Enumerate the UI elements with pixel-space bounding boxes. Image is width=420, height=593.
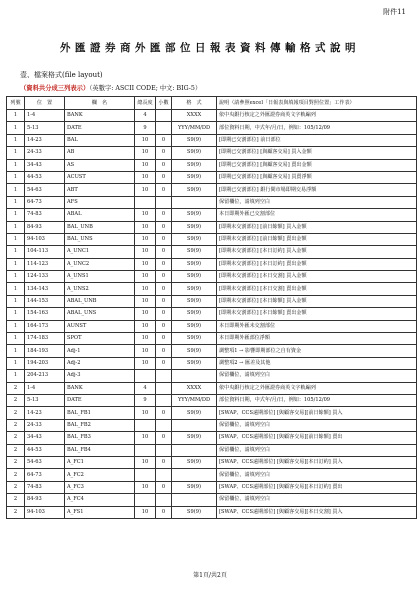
table-cell: 34-43	[25, 159, 65, 171]
col-position: 位 置	[25, 97, 65, 110]
table-cell: BAL_FB4	[65, 444, 135, 456]
table-cell: 94-103	[25, 506, 65, 518]
table-row	[7, 295, 417, 307]
table-cell: S9(9)	[172, 481, 217, 493]
table-cell: [即期未交割部位] [本日餘額] 賣出金額	[217, 308, 417, 320]
table-cell: 0	[156, 456, 172, 468]
table-cell: 0	[156, 357, 172, 369]
table-cell: [SWAP、CCS遠期部位] [與顧客交易][本日訂約] 買入	[217, 456, 417, 468]
table-cell: 依中央銀行核定之外匯證券商英文字軌編列	[217, 382, 417, 394]
table-cell: S9(9)	[172, 333, 217, 345]
table-cell: YYY/MM/DD	[172, 394, 217, 406]
table-cell: 114-123	[25, 258, 65, 270]
table-cell	[156, 196, 172, 208]
table-cell: [即期已交割部位] [與顧客交易] 買入金額	[217, 147, 417, 159]
table-cell: 調整項1 → 影響即期部位之自有資金	[217, 345, 417, 357]
table-cell	[156, 444, 172, 456]
col-row-no: 列號	[7, 97, 25, 110]
table-cell: S9(9)	[172, 171, 217, 183]
table-row	[7, 382, 417, 394]
table-row	[7, 333, 417, 345]
table-row	[7, 233, 417, 245]
table-cell: 0	[156, 184, 172, 196]
table-cell: 本日即期外匯已交割部位	[217, 209, 417, 221]
table-cell: 1-4	[25, 382, 65, 394]
table-cell: A_FS1	[65, 506, 135, 518]
table-row	[7, 271, 417, 283]
table-cell	[135, 419, 156, 431]
table-cell: 194-203	[25, 357, 65, 369]
col-description: 說明（請參照excel「日報表與填報項目對照位置」工作表）	[217, 97, 417, 110]
table-cell: 2	[7, 456, 25, 468]
table-cell: BANK	[65, 110, 135, 122]
table-cell: 34-43	[25, 432, 65, 444]
table-cell: 204-213	[25, 370, 65, 382]
table-cell: 1	[7, 258, 25, 270]
table-row	[7, 320, 417, 332]
table-row	[7, 456, 417, 468]
table-cell: BAL_UNS	[65, 233, 135, 245]
table-cell: 0	[156, 345, 172, 357]
table-row	[7, 209, 417, 221]
table-cell	[135, 444, 156, 456]
table-cell: 保留欄位，請填列空白	[217, 494, 417, 506]
table-cell: AS	[65, 159, 135, 171]
table-cell: A_UNS1	[65, 271, 135, 283]
table-row	[7, 432, 417, 444]
table-row	[7, 506, 417, 518]
table-cell: [SWAP、CCS遠期部位] [與顧客交易][前日餘額] 賣出	[217, 432, 417, 444]
table-row	[7, 407, 417, 419]
table-cell: 1-4	[25, 110, 65, 122]
table-cell: 1	[7, 196, 25, 208]
table-row	[7, 283, 417, 295]
table-cell: 0	[156, 407, 172, 419]
table-row	[7, 469, 417, 481]
table-cell: S9(9)	[172, 271, 217, 283]
table-cell: 84-93	[25, 494, 65, 506]
table-cell: 10	[135, 295, 156, 307]
table-cell	[172, 469, 217, 481]
table-cell: 2	[7, 407, 25, 419]
table-cell: S9(9)	[172, 295, 217, 307]
table-cell	[135, 370, 156, 382]
table-cell: [SWAP、CCS遠期部位] [與顧客交易][前日餘額] 買入	[217, 407, 417, 419]
table-cell: 2	[7, 481, 25, 493]
table-cell: 0	[156, 221, 172, 233]
table-cell: 1	[7, 295, 25, 307]
table-cell: 154-163	[25, 308, 65, 320]
table-cell: 0	[156, 258, 172, 270]
table-cell: ABAL_UNB	[65, 295, 135, 307]
table-cell: 1	[7, 233, 25, 245]
table-cell	[156, 419, 172, 431]
table-row	[7, 357, 417, 369]
table-cell: S9(9)	[172, 147, 217, 159]
encoding-note	[20, 83, 201, 92]
table-cell: 1	[7, 122, 25, 134]
table-row	[7, 345, 417, 357]
table-cell	[135, 469, 156, 481]
table-cell	[156, 394, 172, 406]
table-cell: 2	[7, 394, 25, 406]
table-cell: 1	[7, 184, 25, 196]
table-cell: S9(9)	[172, 506, 217, 518]
table-cell: [即期已交割部位] [與顧客交易] 賣出金額	[217, 159, 417, 171]
table-cell: 1	[7, 110, 25, 122]
table-row	[7, 370, 417, 382]
table-cell: ABAL	[65, 209, 135, 221]
table-cell: 2	[7, 419, 25, 431]
table-cell: 10	[135, 221, 156, 233]
table-cell: 0	[156, 159, 172, 171]
table-cell: A_UNC2	[65, 258, 135, 270]
table-cell: BAL_FB3	[65, 432, 135, 444]
table-cell: S9(9)	[172, 320, 217, 332]
table-cell: 84-93	[25, 221, 65, 233]
table-cell: 54-63	[25, 184, 65, 196]
table-cell	[156, 382, 172, 394]
table-cell: 10	[135, 233, 156, 245]
table-cell: 0	[156, 209, 172, 221]
table-cell: 1	[7, 333, 25, 345]
table-row	[7, 134, 417, 146]
table-cell: 1	[7, 221, 25, 233]
table-cell: 1	[7, 209, 25, 221]
table-cell: 2	[7, 506, 25, 518]
table-cell: A_UNC1	[65, 246, 135, 258]
table-cell: AB	[65, 147, 135, 159]
table-cell: 10	[135, 159, 156, 171]
table-cell: 0	[156, 333, 172, 345]
table-row	[7, 394, 417, 406]
table-cell: 0	[156, 147, 172, 159]
table-cell: 164-173	[25, 320, 65, 332]
table-cell: 74-83	[25, 209, 65, 221]
table-cell: 10	[135, 432, 156, 444]
table-cell: ABAL_UNS	[65, 308, 135, 320]
col-decimal: 小數	[156, 97, 172, 110]
table-cell: 124-133	[25, 271, 65, 283]
table-cell: S9(9)	[172, 283, 217, 295]
table-cell: 10	[135, 357, 156, 369]
table-cell: [SWAP、CCS遠期部位] [與顧客交易][本日交割] 買入	[217, 506, 417, 518]
table-cell	[156, 122, 172, 134]
table-cell: S9(9)	[172, 184, 217, 196]
table-cell	[172, 444, 217, 456]
table-cell: Adj-2	[65, 357, 135, 369]
table-cell: 1	[7, 159, 25, 171]
table-cell: BAL_FB2	[65, 419, 135, 431]
table-cell: 94-103	[25, 233, 65, 245]
table-cell: 24-33	[25, 147, 65, 159]
table-cell: 10	[135, 407, 156, 419]
table-cell: S9(9)	[172, 407, 217, 419]
section-heading: 壹、檔案格式(file layout)	[20, 71, 103, 79]
table-cell: 保留欄位，請填列空白	[217, 444, 417, 456]
table-cell: 2	[7, 469, 25, 481]
col-field-name: 欄 名	[65, 97, 135, 110]
table-cell: [即期未交割部位] [本日餘額] 買入金額	[217, 295, 417, 307]
table-cell: AUNST	[65, 320, 135, 332]
table-cell: 9	[135, 394, 156, 406]
table-cell: 0	[156, 481, 172, 493]
table-cell: 10	[135, 333, 156, 345]
table-cell: 9	[135, 122, 156, 134]
table-cell: A_FC3	[65, 481, 135, 493]
table-cell: 134-143	[25, 283, 65, 295]
note-encoding: （英數字: ASCII CODE; 中文: BIG-5）	[89, 85, 202, 92]
table-cell: 10	[135, 345, 156, 357]
table-cell: 10	[135, 209, 156, 221]
table-cell: 部位資料日期，中式年/月/日，例如：105/12/09	[217, 394, 417, 406]
table-cell: 44-53	[25, 444, 65, 456]
table-cell: 10	[135, 147, 156, 159]
table-cell: [即期未交割部位] [前日餘額] 買入金額	[217, 221, 417, 233]
table-row	[7, 258, 417, 270]
file-layout-table	[6, 96, 417, 519]
table-cell: 1	[7, 345, 25, 357]
table-cell: 保留欄位，請填列空白	[217, 370, 417, 382]
table-cell: S9(9)	[172, 357, 217, 369]
table-cell: 1	[7, 271, 25, 283]
table-cell: 10	[135, 246, 156, 258]
table-cell: 調整項2 → 匯差及其他	[217, 357, 417, 369]
table-cell: 2	[7, 382, 25, 394]
table-row	[7, 481, 417, 493]
table-cell: XXXX	[172, 110, 217, 122]
table-cell: [SWAP、CCS遠期部位] [與顧客交易][本日訂約] 賣出	[217, 481, 417, 493]
table-cell: 0	[156, 283, 172, 295]
table-cell: S9(9)	[172, 159, 217, 171]
table-cell: 10	[135, 134, 156, 146]
table-cell: A_FC4	[65, 494, 135, 506]
table-cell: 10	[135, 320, 156, 332]
table-cell: 本日即期外匯未交割部位	[217, 320, 417, 332]
table-cell: 1	[7, 320, 25, 332]
table-cell: SPOT	[65, 333, 135, 345]
table-cell: YYY/MM/DD	[172, 122, 217, 134]
table-cell: 14-23	[25, 134, 65, 146]
table-cell: 保留欄位，請填列空白	[217, 419, 417, 431]
annex-label: 附件11	[383, 8, 406, 16]
table-row	[7, 147, 417, 159]
table-cell: ACUST	[65, 171, 135, 183]
table-cell: S9(9)	[172, 308, 217, 320]
table-cell: 174-183	[25, 333, 65, 345]
table-cell	[135, 494, 156, 506]
table-cell: 10	[135, 258, 156, 270]
table-cell: 0	[156, 506, 172, 518]
table-cell: BAL_UNB	[65, 221, 135, 233]
table-cell: 0	[156, 233, 172, 245]
table-cell: 1	[7, 357, 25, 369]
table-cell: 0	[156, 320, 172, 332]
table-cell: 0	[156, 432, 172, 444]
table-cell: Adj-3	[65, 370, 135, 382]
table-cell: 保留欄位，請填列空白	[217, 196, 417, 208]
table-body	[7, 110, 417, 519]
table-cell: DATE	[65, 122, 135, 134]
table-cell: 1	[7, 246, 25, 258]
table-cell: [即期未交割部位] [本日交割] 買入金額	[217, 271, 417, 283]
table-row	[7, 308, 417, 320]
col-format: 格 式	[172, 97, 217, 110]
table-cell: XXXX	[172, 382, 217, 394]
table-cell: 4	[135, 110, 156, 122]
table-cell	[156, 370, 172, 382]
table-cell: [即期已交割部位] 前日部位	[217, 134, 417, 146]
table-cell: 1	[7, 308, 25, 320]
page-title: 外匯證券商外匯部位日報表資料傳輸格式說明	[60, 42, 360, 54]
table-cell: [即期未交割部位] [本日訂約] 買入金額	[217, 246, 417, 258]
table-cell	[172, 494, 217, 506]
table-cell: 10	[135, 456, 156, 468]
table-cell: S9(9)	[172, 432, 217, 444]
table-row	[7, 246, 417, 258]
table-cell: 54-63	[25, 456, 65, 468]
table-cell: 1	[7, 283, 25, 295]
table-cell: 64-73	[25, 469, 65, 481]
table-cell: 0	[156, 295, 172, 307]
table-row	[7, 122, 417, 134]
table-cell: A_FC1	[65, 456, 135, 468]
table-cell: [即期未交割部位] [前日餘額] 賣出金額	[217, 233, 417, 245]
table-cell: Adj-1	[65, 345, 135, 357]
table-cell: S9(9)	[172, 221, 217, 233]
table-cell: [即期已交割部位] [與顧客交易] 買賣淨額	[217, 171, 417, 183]
page-footer: 第1頁/共2頁	[193, 572, 227, 579]
table-cell: 184-193	[25, 345, 65, 357]
table-cell: 10	[135, 184, 156, 196]
table-cell: 1	[7, 370, 25, 382]
table-cell: S9(9)	[172, 258, 217, 270]
table-cell: 10	[135, 283, 156, 295]
table-cell: 部位資料日期，中式年/月/日，例如：105/12/09	[217, 122, 417, 134]
table-cell: BAL_FB1	[65, 407, 135, 419]
table-row	[7, 419, 417, 431]
table-cell: ABT	[65, 184, 135, 196]
table-cell: 0	[156, 246, 172, 258]
table-cell	[172, 196, 217, 208]
table-cell: 2	[7, 494, 25, 506]
table-cell: 1	[7, 147, 25, 159]
table-cell: 10	[135, 481, 156, 493]
table-cell: S9(9)	[172, 209, 217, 221]
table-row	[7, 494, 417, 506]
table-cell: 14-23	[25, 407, 65, 419]
table-cell: 保留欄位，請填列空白	[217, 469, 417, 481]
table-cell: 2	[7, 444, 25, 456]
table-cell: 0	[156, 308, 172, 320]
table-cell: 1	[7, 171, 25, 183]
note-rows: （資料共分成三列表示）	[20, 85, 90, 92]
table-cell	[156, 494, 172, 506]
table-cell	[156, 469, 172, 481]
table-cell	[135, 196, 156, 208]
table-row	[7, 171, 417, 183]
table-row	[7, 110, 417, 122]
table-cell: 0	[156, 134, 172, 146]
table-cell: S9(9)	[172, 345, 217, 357]
table-row	[7, 444, 417, 456]
table-cell: 5-13	[25, 394, 65, 406]
table-cell	[172, 370, 217, 382]
table-cell: A_FC2	[65, 469, 135, 481]
table-cell: [即期已交割部位] 銀行間市場即期交易淨額	[217, 184, 417, 196]
table-cell: A_UNS2	[65, 283, 135, 295]
table-cell: [即期未交割部位] [本日訂約] 賣出金額	[217, 258, 417, 270]
table-cell: 2	[7, 432, 25, 444]
table-cell: 1	[7, 134, 25, 146]
table-cell: 本日即期外匯部位淨額	[217, 333, 417, 345]
table-cell: 依中央銀行核定之外匯證券商英文字軌編列	[217, 110, 417, 122]
table-cell: 0	[156, 171, 172, 183]
table-row	[7, 159, 417, 171]
table-cell: S9(9)	[172, 246, 217, 258]
table-cell: 24-33	[25, 419, 65, 431]
table-cell: BANK	[65, 382, 135, 394]
col-length: 總長度	[135, 97, 156, 110]
table-cell: 10	[135, 271, 156, 283]
table-cell: S9(9)	[172, 134, 217, 146]
table-cell: 0	[156, 271, 172, 283]
table-cell: 144-153	[25, 295, 65, 307]
table-row	[7, 221, 417, 233]
table-row	[7, 196, 417, 208]
table-cell: 104-113	[25, 246, 65, 258]
table-row	[7, 184, 417, 196]
table-cell: 5-13	[25, 122, 65, 134]
table-cell: DATE	[65, 394, 135, 406]
table-cell: 64-73	[25, 196, 65, 208]
table-cell: S9(9)	[172, 233, 217, 245]
table-cell	[172, 419, 217, 431]
table-cell: 10	[135, 308, 156, 320]
table-cell: S9(9)	[172, 456, 217, 468]
table-cell: 4	[135, 382, 156, 394]
table-cell: [即期未交割部位] [本日交割] 賣出金額	[217, 283, 417, 295]
table-cell: BAL	[65, 134, 135, 146]
table-cell: 44-53	[25, 171, 65, 183]
table-header-row	[7, 97, 417, 110]
table-cell	[156, 110, 172, 122]
table-cell: AFS	[65, 196, 135, 208]
table-cell: 10	[135, 171, 156, 183]
table-cell: 10	[135, 506, 156, 518]
table-cell: 74-83	[25, 481, 65, 493]
